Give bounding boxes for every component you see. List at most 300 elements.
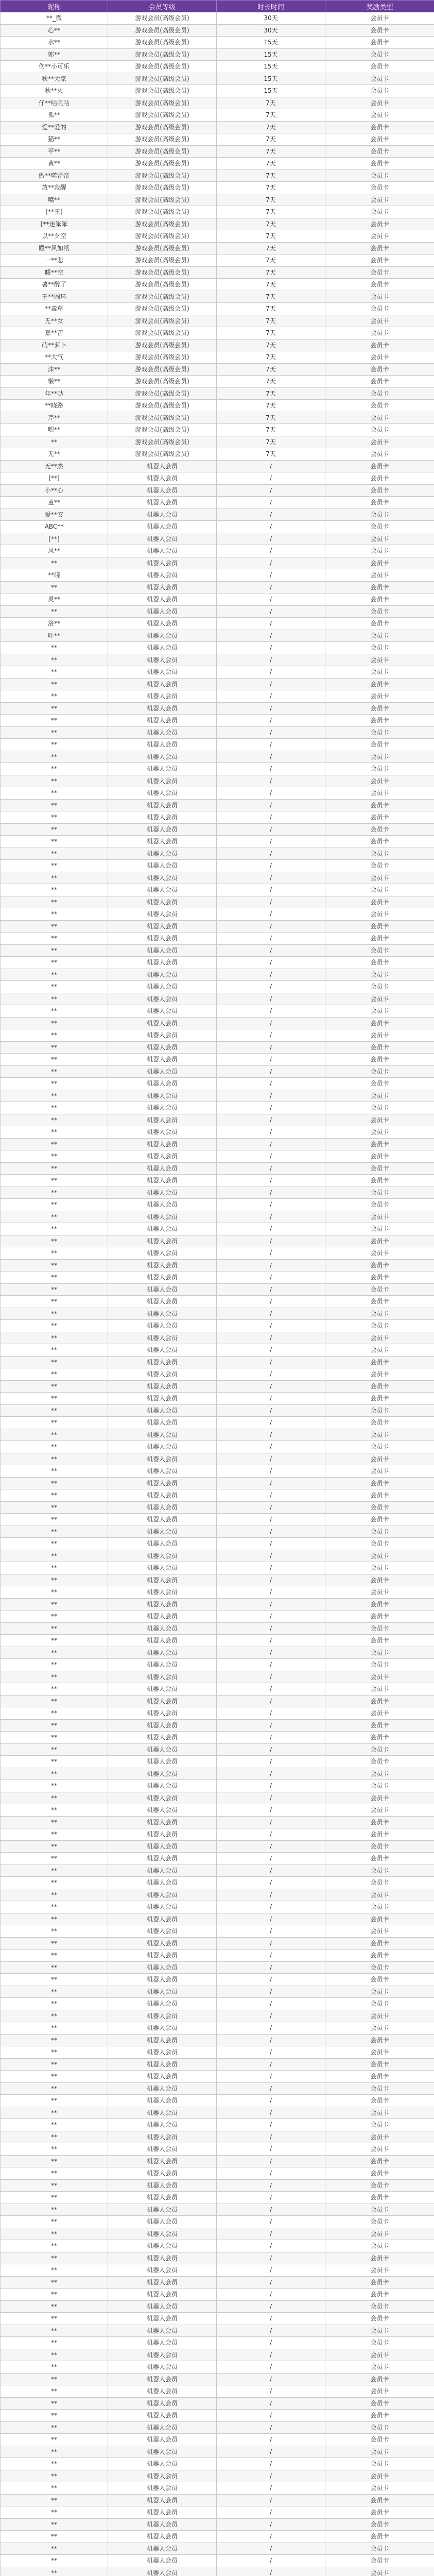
cell-member-level: 机器人会员 [108,933,217,945]
table-row [1,1514,434,1526]
cell-nickname: 嘉**苦 [1,327,108,340]
cell-nickname: 黄** [1,158,108,170]
table-row [1,1150,434,1163]
cell-nickname: ** [1,2095,108,2107]
table-row [1,363,434,376]
cell-reward-type: 会员卡 [325,145,434,158]
cell-nickname: ** [1,2421,108,2434]
cell-member-level: 机器人会员 [108,2313,217,2325]
cell-duration: / [217,1828,325,1841]
table-row [1,1489,434,1502]
cell-member-level: 机器人会员 [108,2337,217,2349]
cell-reward-type: 会员卡 [325,1199,434,1211]
cell-nickname: ** [1,2325,108,2337]
table-row [1,594,434,606]
cell-member-level: 机器人会员 [108,1974,217,1986]
cell-reward-type: 会员卡 [325,1768,434,1780]
cell-reward-type: 会员卡 [325,387,434,400]
table-row [1,763,434,775]
cell-duration: 7天 [217,279,325,291]
cell-member-level: 机器人会员 [108,1877,217,1889]
cell-reward-type: 会员卡 [325,1611,434,1623]
table-row [1,1090,434,1102]
cell-reward-type: 会员卡 [325,1283,434,1296]
table-row [1,121,434,133]
cell-member-level: 机器人会员 [108,1901,217,1913]
cell-nickname: ** [1,1272,108,1284]
cell-duration: / [217,2192,325,2204]
cell-reward-type: 会员卡 [325,1041,434,1054]
table-row [1,1272,434,1284]
table-row [1,1393,434,1405]
table-row [1,1719,434,1732]
cell-member-level: 游戏会员(高级会员) [108,339,217,351]
cell-member-level: 游戏会员(高级会员) [108,448,217,461]
cell-nickname: 无**女 [1,315,108,327]
cell-nickname: 暖**空 [1,266,108,279]
table-row [1,848,434,860]
cell-reward-type: 会员卡 [325,726,434,739]
cell-nickname: 风** [1,545,108,557]
cell-nickname: ** [1,2119,108,2131]
cell-reward-type: 会员卡 [325,1901,434,1913]
table-row [1,1138,434,1150]
table-row [1,1695,434,1707]
table-row [1,2289,434,2301]
cell-duration: / [217,1974,325,1986]
cell-reward-type: 会员卡 [325,1029,434,1042]
cell-duration: 30天 [217,24,325,37]
cell-nickname: 年**哒 [1,387,108,400]
cell-nickname: ** [1,2531,108,2543]
cell-nickname: ** [1,1259,108,1272]
cell-duration: / [217,1138,325,1150]
cell-member-level: 机器人会员 [108,690,217,703]
table-row [1,424,434,436]
cell-reward-type: 会员卡 [325,1998,434,2010]
cell-reward-type: 会员卡 [325,1320,434,1332]
table-row [1,1477,434,1489]
cell-reward-type: 会员卡 [325,993,434,1005]
cell-member-level: 机器人会员 [108,497,217,509]
cell-duration: / [217,2143,325,2156]
cell-nickname: 放**我醒 [1,182,108,194]
cell-nickname: ** [1,1308,108,1320]
cell-nickname: ** [1,1344,108,1357]
cell-member-level: 游戏会员(高级会员) [108,37,217,49]
table-row [1,1913,434,1925]
cell-duration: / [217,2228,325,2240]
table-row [1,920,434,933]
cell-duration: / [217,1550,325,1562]
cell-duration: 7天 [217,266,325,279]
table-row [1,1550,434,1562]
cell-member-level: 机器人会员 [108,1393,217,1405]
cell-nickname: 一**悲 [1,255,108,267]
cell-reward-type: 会员卡 [325,702,434,715]
cell-reward-type: 会员卡 [325,605,434,618]
cell-reward-type: 会员卡 [325,775,434,787]
cell-member-level: 机器人会员 [108,1296,217,1308]
table-row [1,266,434,279]
cell-reward-type: 会员卡 [325,2518,434,2531]
table-row [1,702,434,715]
cell-member-level: 机器人会员 [108,581,217,594]
table-row [1,1102,434,1114]
cell-nickname: ** [1,2361,108,2374]
cell-duration: / [217,509,325,521]
cell-duration: 7天 [217,400,325,412]
cell-reward-type: 会员卡 [325,908,434,921]
table-row [1,194,434,206]
table-row [1,1598,434,1611]
cell-member-level: 机器人会员 [108,1768,217,1780]
cell-member-level: 游戏会员(高级会员) [108,351,217,364]
table-row [1,933,434,945]
cell-reward-type: 会员卡 [325,1175,434,1187]
table-row [1,1611,434,1623]
table-row [1,836,434,848]
table-row [1,2204,434,2216]
table-row [1,605,434,618]
cell-nickname: ** [1,1780,108,1792]
cell-nickname: ** [1,1853,108,1865]
cell-member-level: 机器人会员 [108,605,217,618]
cell-reward-type: 会员卡 [325,1671,434,1683]
table-row [1,1574,434,1586]
cell-nickname: ** [1,1465,108,1478]
table-row [1,1986,434,1998]
cell-duration: / [217,2410,325,2422]
cell-reward-type: 会员卡 [325,1005,434,1018]
cell-nickname: ** [1,2397,108,2410]
cell-member-level: 机器人会员 [108,2264,217,2277]
table-row [1,158,434,170]
cell-nickname: ** [1,1828,108,1841]
cell-reward-type: 会员卡 [325,1986,434,1998]
cell-member-level: 机器人会员 [108,2095,217,2107]
table-row [1,1647,434,1659]
table-row [1,255,434,267]
cell-reward-type: 会员卡 [325,1054,434,1066]
table-row [1,751,434,763]
cell-nickname: ** [1,2071,108,2083]
cell-duration: / [217,1647,325,1659]
cell-member-level: 游戏会员(高级会员) [108,73,217,85]
cell-reward-type: 会员卡 [325,448,434,461]
cell-reward-type: 会员卡 [325,1380,434,1393]
cell-duration: / [217,1768,325,1780]
cell-reward-type: 会员卡 [325,182,434,194]
cell-member-level: 机器人会员 [108,2531,217,2543]
cell-nickname: ** [1,2373,108,2385]
table-row [1,2543,434,2555]
cell-duration: / [217,1404,325,1417]
cell-reward-type: 会员卡 [325,255,434,267]
cell-reward-type: 会员卡 [325,848,434,860]
cell-reward-type: 会员卡 [325,763,434,775]
cell-duration: / [217,2179,325,2192]
cell-member-level: 机器人会员 [108,1283,217,1296]
cell-member-level: 机器人会员 [108,1586,217,1599]
cell-duration: / [217,1211,325,1223]
cell-member-level: 机器人会员 [108,1695,217,1707]
table-row [1,1804,434,1817]
cell-member-level: 机器人会员 [108,1659,217,1671]
cell-nickname: ** [1,2228,108,2240]
cell-nickname: ** [1,1029,108,1042]
cell-nickname: ** [1,2216,108,2228]
table-row [1,2434,434,2446]
cell-reward-type: 会员卡 [325,1659,434,1671]
table-row [1,1732,434,1744]
cell-nickname: ** [1,1404,108,1417]
cell-reward-type: 会员卡 [325,872,434,884]
cell-duration: / [217,2482,325,2495]
table-row [1,1707,434,1720]
cell-reward-type: 会员卡 [325,2325,434,2337]
cell-reward-type: 会员卡 [325,2543,434,2555]
cell-duration: / [217,2470,325,2482]
cell-reward-type: 会员卡 [325,2289,434,2301]
cell-nickname: ** [1,884,108,896]
cell-nickname: ** [1,2192,108,2204]
cell-duration: / [217,751,325,763]
cell-reward-type: 会员卡 [325,2252,434,2264]
cell-nickname: **晓路 [1,400,108,412]
cell-reward-type: 会员卡 [325,1114,434,1126]
cell-member-level: 游戏会员(高级会员) [108,206,217,218]
cell-duration: / [217,1090,325,1102]
cell-duration: / [217,763,325,775]
table-row [1,1961,434,1974]
cell-reward-type: 会员卡 [325,1877,434,1889]
cell-reward-type: 会员卡 [325,436,434,448]
cell-member-level: 机器人会员 [108,1054,217,1066]
cell-duration: / [217,884,325,896]
cell-nickname: ** [1,1235,108,1247]
cell-reward-type: 会员卡 [325,339,434,351]
cell-member-level: 机器人会员 [108,1840,217,1853]
cell-reward-type: 会员卡 [325,2397,434,2410]
cell-reward-type: 会员卡 [325,1889,434,1901]
cell-nickname: [**] [1,533,108,545]
cell-duration: / [217,2543,325,2555]
cell-member-level: 游戏会员(高级会员) [108,291,217,303]
cell-reward-type: 会员卡 [325,303,434,315]
cell-member-level: 机器人会员 [108,1562,217,1574]
cell-member-level: 机器人会员 [108,739,217,751]
cell-duration: / [217,557,325,569]
cell-member-level: 机器人会员 [108,2385,217,2398]
cell-duration: / [217,1780,325,1792]
table-row [1,2216,434,2228]
cell-nickname: ** [1,1792,108,1804]
cell-duration: 7天 [217,121,325,133]
cell-duration: / [217,581,325,594]
table-row [1,1538,434,1550]
cell-duration: / [217,1501,325,1514]
cell-nickname: ** [1,1756,108,1768]
cell-nickname: ** [1,1840,108,1853]
cell-member-level: 机器人会员 [108,2192,217,2204]
table-row [1,1586,434,1599]
cell-reward-type: 会员卡 [325,2555,434,2567]
cell-duration: / [217,2082,325,2095]
cell-duration: / [217,1598,325,1611]
cell-member-level: 机器人会员 [108,2434,217,2446]
cell-member-level: 机器人会员 [108,2143,217,2156]
table-row [1,1259,434,1272]
cell-member-level: 机器人会员 [108,2252,217,2264]
table-row [1,2058,434,2071]
cell-reward-type: 会员卡 [325,2010,434,2022]
cell-nickname: ** [1,1126,108,1139]
cell-member-level: 机器人会员 [108,1175,217,1187]
cell-member-level: 游戏会员(高级会员) [108,97,217,109]
cell-nickname: 水** [1,37,108,49]
cell-member-level: 机器人会员 [108,1005,217,1018]
cell-duration: / [217,2373,325,2385]
cell-nickname: ** [1,1768,108,1780]
cell-member-level: 机器人会员 [108,2373,217,2385]
cell-duration: / [217,2458,325,2470]
cell-duration: / [217,1986,325,1998]
cell-nickname: ** [1,1150,108,1163]
cell-reward-type: 会员卡 [325,678,434,690]
cell-reward-type: 会员卡 [325,569,434,582]
cell-duration: / [217,908,325,921]
table-row [1,1756,434,1768]
table-row [1,690,434,703]
cell-nickname: ABC** [1,521,108,533]
table-row [1,2494,434,2506]
table-row [1,2192,434,2204]
table-row [1,1562,434,1574]
cell-nickname: ** [1,2446,108,2458]
table-row [1,2567,434,2576]
cell-reward-type: 会员卡 [325,2421,434,2434]
cell-reward-type: 会员卡 [325,1187,434,1199]
table-row [1,642,434,654]
cell-member-level: 机器人会员 [108,1707,217,1720]
cell-reward-type: 会员卡 [325,48,434,61]
cell-member-level: 机器人会员 [108,594,217,606]
cell-nickname: ** [1,1393,108,1405]
cell-duration: / [217,957,325,969]
cell-duration: / [217,1719,325,1732]
cell-member-level: 机器人会员 [108,1417,217,1429]
cell-member-level: 机器人会员 [108,2119,217,2131]
table-row [1,97,434,109]
cell-duration: 7天 [217,206,325,218]
table-row [1,2179,434,2192]
cell-reward-type: 会员卡 [325,1756,434,1768]
cell-member-level: 机器人会员 [108,981,217,993]
cell-nickname: ** [1,908,108,921]
table-row [1,339,434,351]
cell-reward-type: 会员卡 [325,557,434,569]
table-row [1,1126,434,1139]
cell-duration: / [217,823,325,836]
table-row [1,1356,434,1368]
cell-nickname: ** [1,799,108,811]
cell-reward-type: 会员卡 [325,1247,434,1260]
cell-member-level: 机器人会员 [108,1344,217,1357]
table-row [1,1816,434,1828]
table-row [1,145,434,158]
cell-nickname: ** [1,1211,108,1223]
cell-duration: / [217,1441,325,1453]
cell-duration: 15天 [217,37,325,49]
cell-reward-type: 会员卡 [325,920,434,933]
cell-nickname: 心** [1,24,108,37]
cell-reward-type: 会员卡 [325,133,434,146]
cell-duration: / [217,2494,325,2506]
cell-nickname: ** [1,581,108,594]
cell-member-level: 机器人会员 [108,2543,217,2555]
cell-nickname: ** [1,1429,108,1441]
cell-reward-type: 会员卡 [325,2531,434,2543]
table-row [1,1054,434,1066]
cell-member-level: 机器人会员 [108,1187,217,1199]
cell-reward-type: 会员卡 [325,1356,434,1368]
cell-duration: / [217,1611,325,1623]
cell-reward-type: 会员卡 [325,1150,434,1163]
cell-nickname: [**] [1,472,108,485]
cell-duration: / [217,1175,325,1187]
cell-member-level: 机器人会员 [108,715,217,727]
cell-nickname: ** [1,2143,108,2156]
cell-nickname: 伤**小可乐 [1,61,108,73]
cell-nickname: ** [1,1054,108,1066]
cell-reward-type: 会员卡 [325,2482,434,2495]
cell-duration: / [217,1998,325,2010]
cell-duration: / [217,1259,325,1272]
table-row [1,1041,434,1054]
cell-reward-type: 会员卡 [325,24,434,37]
cell-duration: / [217,2555,325,2567]
table-row [1,715,434,727]
cell-reward-type: 会员卡 [325,2155,434,2167]
cell-nickname: ** [1,872,108,884]
table-row [1,1937,434,1950]
cell-reward-type: 会员卡 [325,2300,434,2313]
cell-nickname: ** [1,2482,108,2495]
table-row [1,1247,434,1260]
table-row [1,242,434,255]
cell-nickname: ** [1,1659,108,1671]
cell-reward-type: 会员卡 [325,860,434,872]
cell-nickname: ** [1,896,108,908]
cell-reward-type: 会员卡 [325,823,434,836]
cell-duration: / [217,2022,325,2035]
cell-nickname: **大气 [1,351,108,364]
cell-nickname: ** [1,1187,108,1199]
cell-member-level: 机器人会员 [108,1780,217,1792]
cell-duration: / [217,690,325,703]
cell-nickname: ** [1,1611,108,1623]
table-row [1,969,434,981]
cell-reward-type: 会员卡 [325,944,434,957]
cell-reward-type: 会员卡 [325,1526,434,1538]
cell-duration: / [217,1526,325,1538]
cell-reward-type: 会员卡 [325,242,434,255]
cell-member-level: 机器人会员 [108,569,217,582]
table-row [1,884,434,896]
cell-reward-type: 会员卡 [325,581,434,594]
cell-duration: 15天 [217,85,325,97]
